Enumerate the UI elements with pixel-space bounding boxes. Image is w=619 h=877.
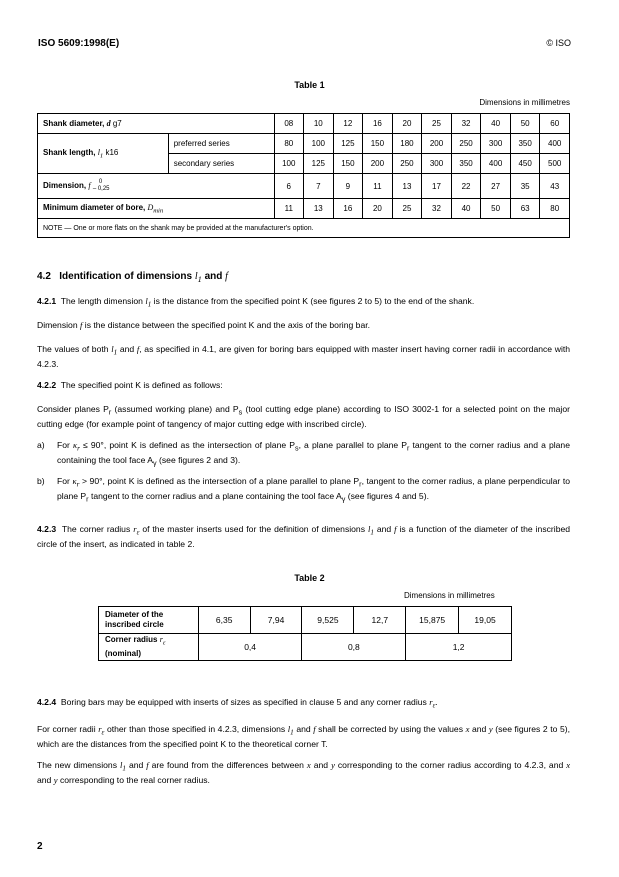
table-cell: 20 (363, 199, 393, 219)
list-item-b-label: b) (37, 476, 45, 486)
table-cell: 400 (540, 134, 570, 154)
table-cell: 16 (363, 114, 393, 134)
table-cell: 150 (333, 154, 363, 174)
table-cell: 32 (422, 199, 452, 219)
table-cell: 25 (422, 114, 452, 134)
table-cell: 450 (510, 154, 540, 174)
table1-caption: Table 1 (294, 80, 325, 90)
table-cell: 200 (422, 134, 452, 154)
table-cell: 17 (422, 174, 452, 199)
table-cell: 250 (451, 134, 481, 154)
document-id: ISO 5609:1998(E) (38, 38, 120, 49)
shank-diameter-label: Shank diameter, d g7 (38, 114, 275, 134)
table-cell: 80 (540, 199, 570, 219)
table1-row-shank-diameter (38, 114, 570, 134)
table-cell: 22 (451, 174, 481, 199)
table-cell: 80 (274, 134, 304, 154)
paragraph-4-2-2: 4.2.2 The specified point K is defined as follows: (37, 380, 223, 390)
table-cell: 350 (510, 134, 540, 154)
table1-row-preferred (38, 134, 570, 154)
table-cell: 11 (274, 199, 304, 219)
table-cell: 0,8 (302, 634, 406, 661)
table-cell: 180 (392, 134, 422, 154)
table1 (37, 113, 570, 238)
table2-row-radius (99, 634, 512, 661)
table-cell: 50 (481, 199, 511, 219)
table-cell: 13 (392, 174, 422, 199)
table-cell: 12 (333, 114, 363, 134)
list-item-a-label: a) (37, 440, 45, 450)
shank-length-label: Shank length, $l_1$ k16 (38, 134, 169, 174)
table-cell: 32 (451, 114, 481, 134)
table-cell: 0,4 (198, 634, 302, 661)
table-cell: 125 (333, 134, 363, 154)
table-cell: 08 (274, 114, 304, 134)
table-cell: 300 (481, 134, 511, 154)
table2-caption: Table 2 (294, 573, 325, 583)
section-heading-4-2: 4.2 Identification of dimensions $l_1$ and f (37, 271, 228, 284)
paragraph-values: The values of both $l_1$ and f, as specified in 4.1, are given for boring bars equipped with master insert having corner radii in accordance with 4.2.3. (37, 344, 571, 370)
table-cell: 15,875 (406, 607, 459, 634)
table-cell: 20 (392, 114, 422, 134)
inscribed-circle-label: Diameter of the inscribed circle (99, 607, 199, 634)
table-cell: 7 (304, 174, 334, 199)
table-cell: 13 (304, 199, 334, 219)
list-item-b: For $\kappa_r > 90^\circ$, point K is defined as the intersection of a plane parallel to plane $P_r$, tangent to the corner radius, a plane perpendicular to plane $P_r$ tangent to the corner radius and a plane containing the tool face $A_\gamma$ (see figures 4 and 5). (57, 476, 571, 504)
paragraph-consider: Consider planes $P_r$ (assumed working plane) and $P_s$ (tool cutting edge plane) according to ISO 3002-1 for a selected point on the major cutting edge (for example point of tangency of major cutting edge with inscribed circle). (37, 404, 570, 430)
bore-label: Minimum diameter of bore, $D_{min}$ (38, 199, 275, 219)
copyright: © ISO (546, 38, 571, 48)
table1-note: NOTE — One or more flats on the shank may be provided at the manufacturer's option. (38, 219, 570, 238)
paragraph-4-2-1: 4.2.1 The length dimension $l_1$ is the distance from the specified point K (see figures 2 to 5) to the end of the shank. (37, 296, 475, 309)
table1-row-bore (38, 199, 570, 219)
table-cell: 12,7 (354, 607, 406, 634)
table1-row-dimension-f (38, 174, 570, 199)
table-cell: 40 (481, 114, 511, 134)
table-cell: 500 (540, 154, 570, 174)
secondary-series-label: secondary series (168, 154, 274, 174)
table-cell: 350 (451, 154, 481, 174)
paragraph-4-2-4: 4.2.4 Boring bars may be equipped with inserts of sizes as specified in clause 5 and any corner radius $r_\varepsilon$. (37, 697, 438, 710)
table-cell: 43 (540, 174, 570, 199)
table-cell: 11 (363, 174, 393, 199)
table1-dimension-note: Dimensions in millimetres (479, 98, 570, 107)
table2-dimension-note: Dimensions in millimetres (404, 591, 495, 600)
page-number: 2 (37, 841, 43, 852)
table-cell: 125 (304, 154, 334, 174)
table-cell: 35 (510, 174, 540, 199)
table-cell: 300 (422, 154, 452, 174)
table-cell: 250 (392, 154, 422, 174)
table-cell: 25 (392, 199, 422, 219)
table2-row-diameter (99, 607, 512, 634)
paragraph-corner-radii: For corner radii $r_\varepsilon$ other than those specified in 4.2.3, dimensions $l_1$ and f shall be corrected by using the values x and y (see figures 2 to 5), which are the distances from the specified point K to the theoretical corner T. (37, 724, 570, 750)
table-cell: 6,35 (198, 607, 250, 634)
table-cell: 100 (274, 154, 304, 174)
table-cell: 19,05 (459, 607, 512, 634)
paragraph-4-2-3: 4.2.3 The corner radius $r_\varepsilon$ of the master inserts used for the definition of dimensions $l_1$ and f is a function of the diameter of the inscribed circle of the insert, as indicated in table 2. (37, 524, 571, 550)
dimension-f-label: Dimension, f 0 – 0,25 (38, 174, 275, 199)
corner-radius-label: Corner radius $r_\varepsilon$ (nominal) (99, 634, 199, 661)
table-cell: 200 (363, 154, 393, 174)
preferred-series-label: preferred series (168, 134, 274, 154)
table-cell: 27 (481, 174, 511, 199)
table-cell: 1,2 (406, 634, 512, 661)
table-cell: 50 (510, 114, 540, 134)
table-cell: 16 (333, 199, 363, 219)
table2 (98, 606, 512, 661)
paragraph-dimension-f: Dimension f is the distance between the specified point K and the axis of the boring bar. (37, 320, 370, 330)
table-cell: 40 (451, 199, 481, 219)
table-cell: 9 (333, 174, 363, 199)
table1-row-note (38, 219, 570, 238)
paragraph-new-dimensions: The new dimensions $l_1$ and f are found from the differences between x and y corresponding to the corner radius according to 4.2.3, and x and y corresponding to the real corner radius. (37, 760, 571, 786)
table-cell: 10 (304, 114, 334, 134)
list-item-a: For $\kappa_r \le 90^\circ$, point K is defined as the intersection of plane $P_s$, a plane parallel to plane $P_r$ tangent to the corner radius and a plane containing the tool face $A_\gamma$ (see figures 2 and 3). (57, 440, 570, 468)
table-cell: 100 (304, 134, 334, 154)
table-cell: 60 (540, 114, 570, 134)
table-cell: 150 (363, 134, 393, 154)
table-cell: 6 (274, 174, 304, 199)
table-cell: 400 (481, 154, 511, 174)
table-cell: 63 (510, 199, 540, 219)
table-cell: 7,94 (250, 607, 302, 634)
table-cell: 9,525 (302, 607, 354, 634)
